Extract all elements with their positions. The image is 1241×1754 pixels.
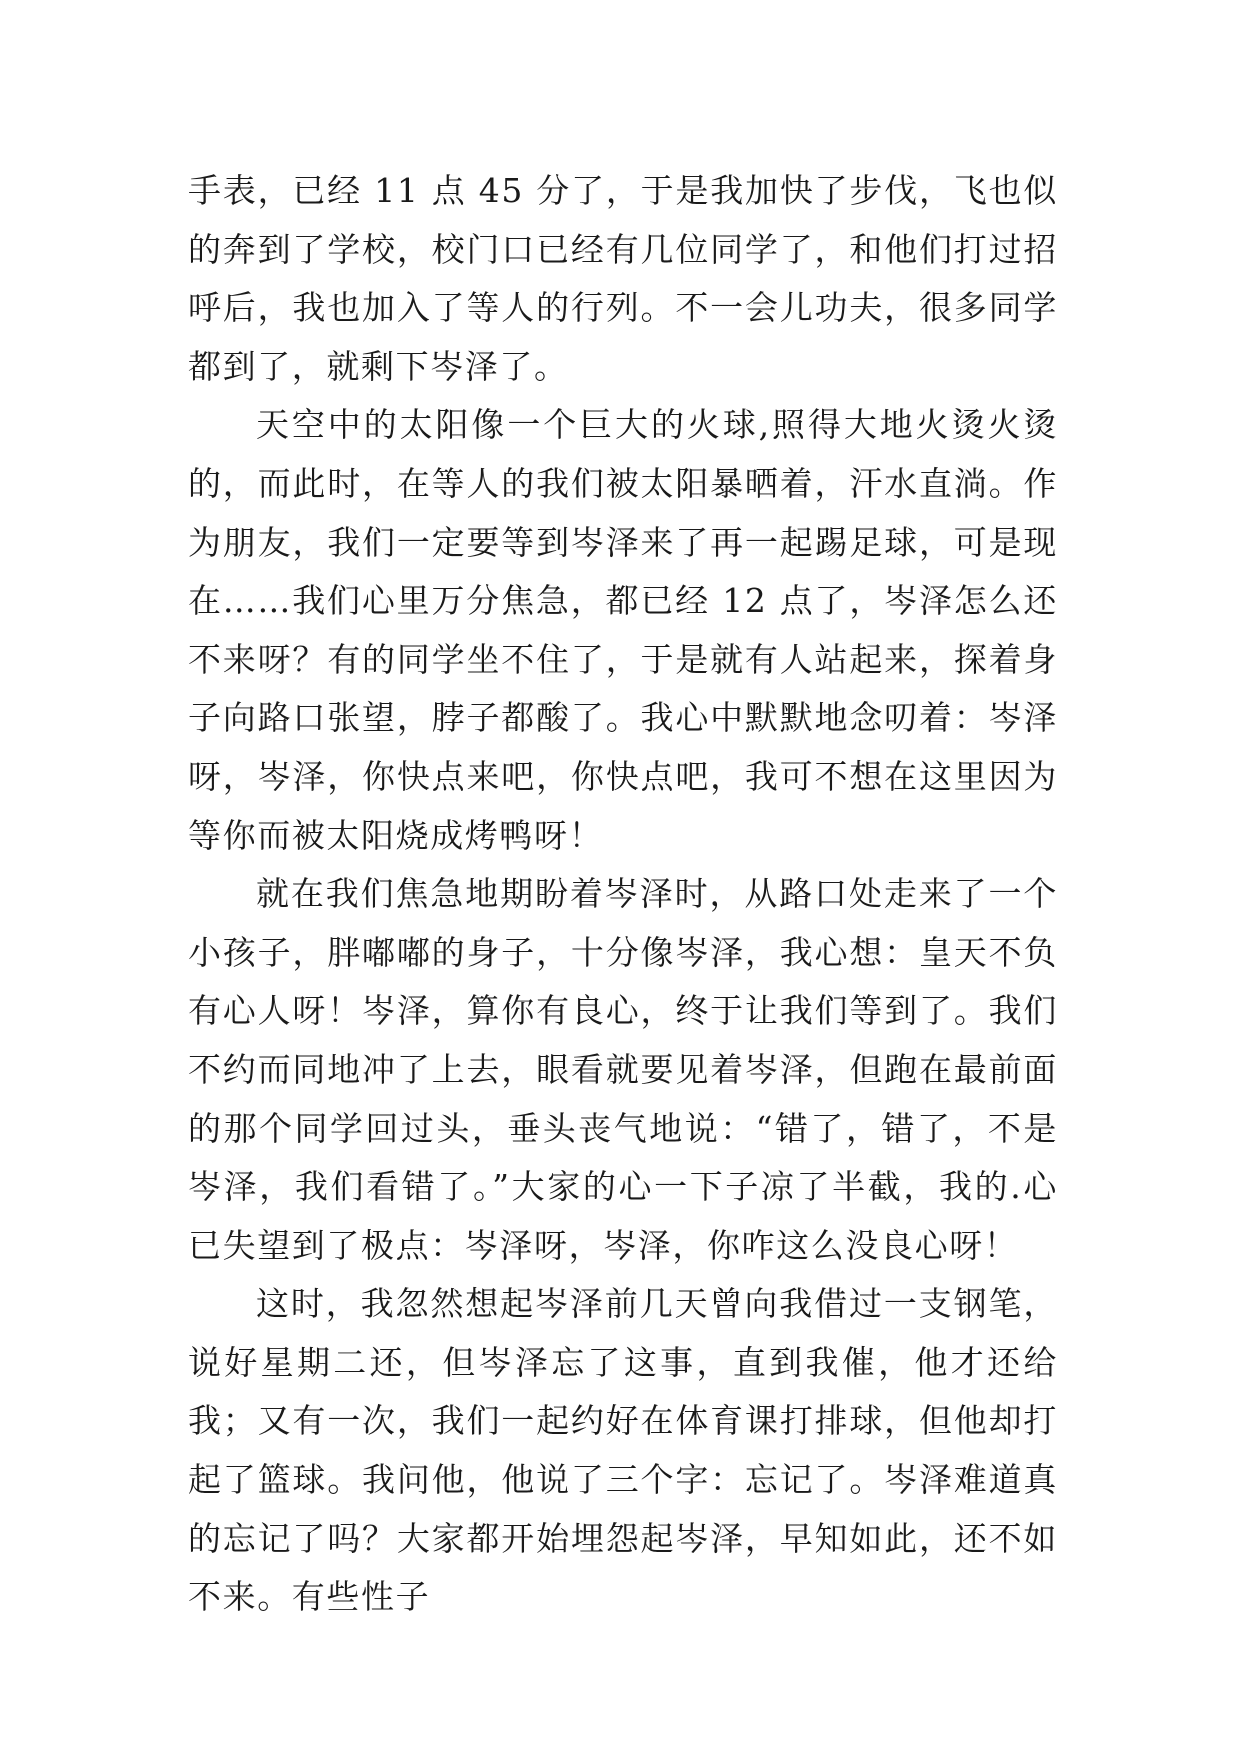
paragraph-1: 手表，已经 11 点 45 分了，于是我加快了步伐，飞也似的奔到了学校，校门口已经有几位同学了，和他们打过招呼后，我也加入了等人的行列。不一会儿功夫，很多同学都到了，就剩下岑泽了。: [188, 171, 1058, 386]
document-body: [188, 162, 1058, 1627]
paragraph-3: 就在我们焦急地期盼着岑泽时，从路口处走来了一个小孩子，胖嘟嘟的身子，十分像岑泽，我心想：皇天不负有心人呀！岑泽，算你有良心，终于让我们等到了。我们不约而同地冲了上去，眼看就要见着岑泽，但跑在最前面的那个同学回过头，垂头丧气地说：“错了，错了，不是岑泽，我们看错了。”大家的心一下子凉了半截，我的.心已失望到了极点：岑泽呀，岑泽，你咋这么没良心呀！: [188, 874, 1058, 1265]
paragraph-2: 天空中的太阳像一个巨大的火球,照得大地火烫火烫的，而此时，在等人的我们被太阳暴晒着，汗水直淌。作为朋友，我们一定要等到岑泽来了再一起踢足球，可是现在……我们心里万分焦急，都已经 12 点了，岑泽怎么还不来呀？有的同学坐不住了，于是就有人站起来，探着身子向路口张望，脖子都酸了。我心中默默地念叨着：岑泽呀，岑泽，你快点来吧，你快点吧，我可不想在这里因为等你而被太阳烧成烤鸭呀！: [188, 405, 1058, 855]
paragraph-4: 这时，我忽然想起岑泽前几天曾向我借过一支钢笔，说好星期二还，但岑泽忘了这事，直到我催，他才还给我；又有一次，我们一起约好在体育课打排球，但他却打起了篮球。我问他，他说了三个字：忘记了。岑泽难道真的忘记了吗？大家都开始埋怨起岑泽，早知如此，还不如不来。有些性子: [188, 1284, 1058, 1617]
